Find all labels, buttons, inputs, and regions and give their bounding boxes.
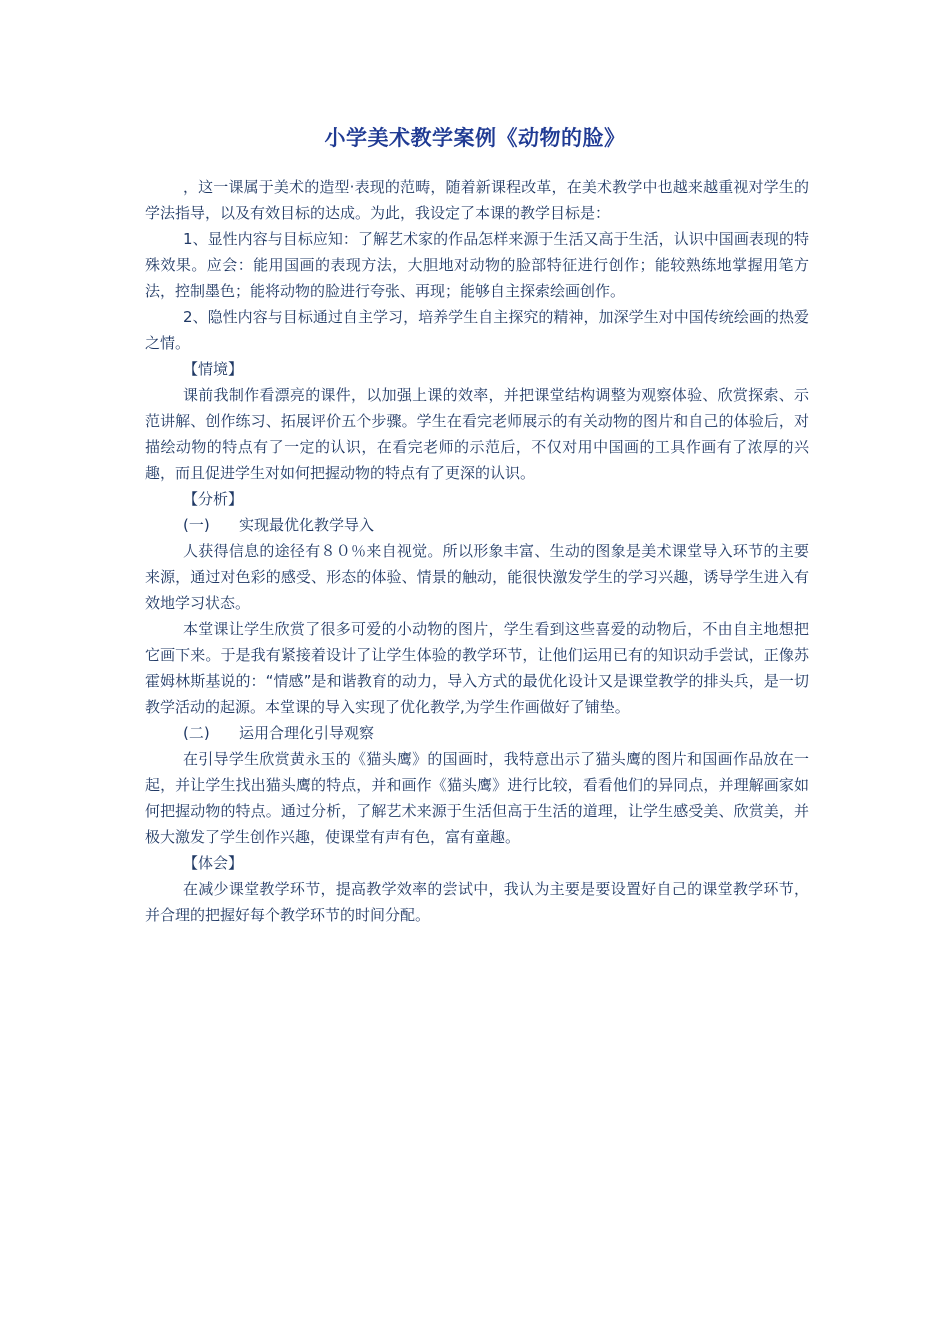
section-heading-reflection: 【体会】 (183, 854, 244, 872)
intro-paragraph: ，这一课属于美术的造型·表现的范畴，随着新课程改革，在美术教学中也越来越重视对学生的学法指导，以及有效目标的达成。为此，我设定了本课的教学目标是： (145, 178, 809, 222)
subsection-2-heading (145, 720, 809, 746)
subsection-1-heading (145, 512, 809, 538)
goal-2-paragraph: 2、隐性内容与目标通过自主学习，培养学生自主探究的精神，加深学生对中国传统绘画的热爱之情。 (145, 308, 809, 352)
subsection-2-title: 运用合理化引导观察 (239, 724, 375, 742)
subsection-1-number: (一) (183, 516, 210, 534)
document-title: 小学美术教学案例《动物的脸》 (324, 126, 626, 150)
document-body (145, 174, 809, 928)
context-paragraph: 课前我制作看漂亮的课件，以加强上课的效率，并把课堂结构调整为观察体验、欣赏探索、示范讲解、创作练习、拓展评价五个步骤。学生在看完老师展示的有关动物的图片和自己的体验后，对描绘动物的特点有了一定的认识，在看完老师的示范后，不仅对用中国画的工具作画有了浓厚的兴趣，而且促进学生对如何把握动物的特点有了更深的认识。 (145, 386, 809, 482)
subsection-2-number: (二) (183, 724, 210, 742)
analysis-paragraph-3: 在引导学生欣赏黄永玉的《猫头鹰》的国画时，我特意出示了猫头鹰的图片和国画作品放在一起，并让学生找出猫头鹰的特点，并和画作《猫头鹰》进行比较，看看他们的异同点，并理解画家如何把握动物的特点。通过分析，了解艺术来源于生活但高于生活的道理，让学生感受美、欣赏美，并极大激发了学生创作兴趣，使课堂有声有色，富有童趣。 (145, 750, 809, 846)
reflection-paragraph: 在减少课堂教学环节，提高教学效率的尝试中，我认为主要是要设置好自己的课堂教学环节，并合理的把握好每个教学环节的时间分配。 (145, 880, 809, 924)
section-heading-context: 【情境】 (183, 360, 244, 378)
subsection-1-title: 实现最优化教学导入 (239, 516, 375, 534)
section-heading-analysis: 【分析】 (183, 490, 244, 508)
goal-1-paragraph: 1、显性内容与目标应知：了解艺术家的作品怎样来源于生活又高于生活，认识中国画表现的特殊效果。应会：能用国画的表现方法，大胆地对动物的脸部特征进行创作；能较熟练地掌握用笔方法，控制墨色；能将动物的脸进行夸张、再现；能够自主探索绘画创作。 (145, 230, 809, 300)
analysis-paragraph-1: 人获得信息的途径有８０％来自视觉。所以形象丰富、生动的图象是美术课堂导入环节的主要来源，通过对色彩的感受、形态的体验、情景的触动，能很快激发学生的学习兴趣，诱导学生进入有效地学习状态。 (145, 542, 809, 612)
analysis-paragraph-2: 本堂课让学生欣赏了很多可爱的小动物的图片，学生看到这些喜爱的动物后，不由自主地想把它画下来。于是我有紧接着设计了让学生体验的教学环节，让他们运用已有的知识动手尝试，正像苏霍姆林斯基说的：“情感”是和谐教育的动力，导入方式的最优化设计又是课堂教学的排头兵，是一切教学活动的起源。本堂课的导入实现了优化教学,为学生作画做好了铺垫。 (145, 620, 809, 716)
